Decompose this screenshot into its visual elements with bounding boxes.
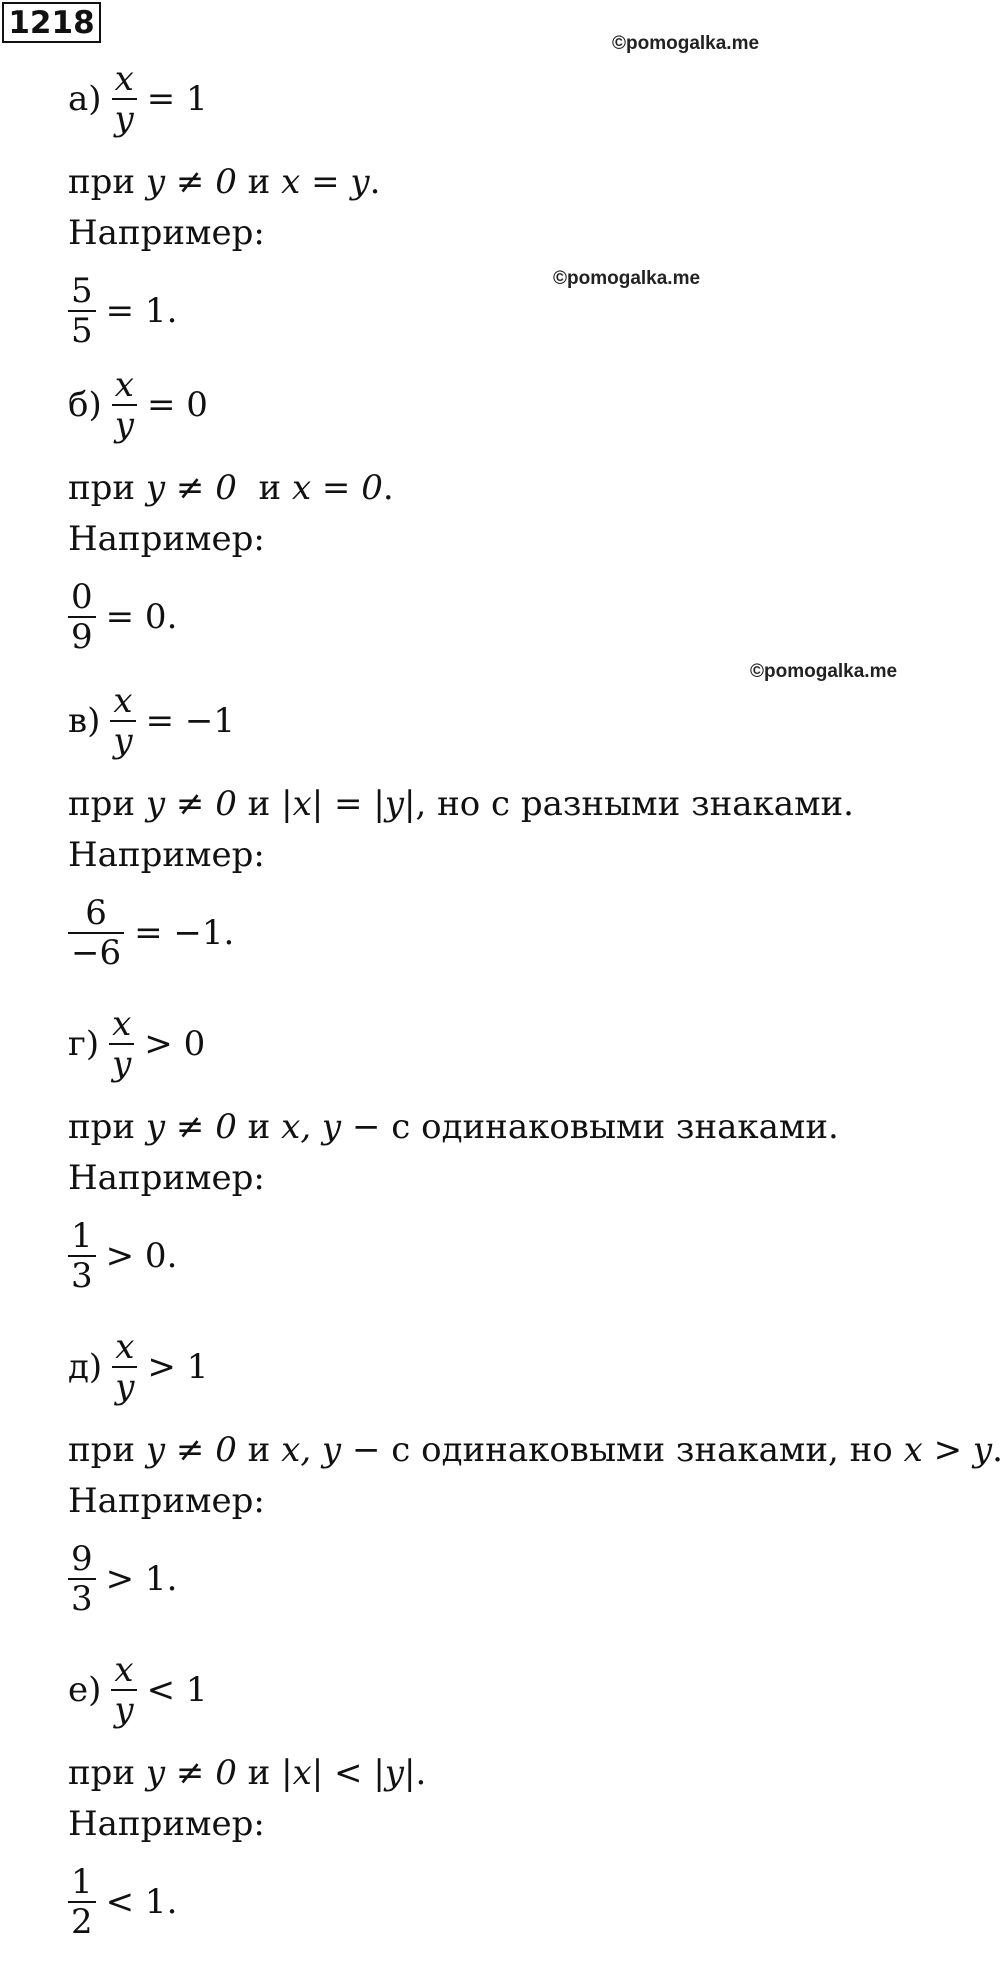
example-label: Например: xyxy=(68,1804,265,1844)
relation-rhs: > 1 xyxy=(147,1347,209,1387)
text: и xyxy=(236,1753,282,1793)
condition-text xyxy=(68,784,854,824)
watermark: ©pomogalka.me xyxy=(553,268,701,289)
denominator: 3 xyxy=(71,1256,93,1296)
fraction xyxy=(68,1863,96,1941)
text: при xyxy=(68,1753,146,1793)
condition-text xyxy=(68,1753,426,1793)
fraction xyxy=(112,1328,137,1406)
numerator: x xyxy=(115,1327,135,1367)
math: x > y xyxy=(903,1430,993,1470)
relation-rhs: < 1. xyxy=(105,1882,178,1922)
relation-rhs: < 1 xyxy=(146,1670,208,1710)
text: и xyxy=(236,468,292,508)
relation-rhs: > 1. xyxy=(105,1559,178,1599)
numerator: 1 xyxy=(71,1862,93,1902)
example-equation xyxy=(68,1540,177,1618)
numerator: 9 xyxy=(71,1539,93,1579)
part-label: д) xyxy=(68,1347,103,1387)
condition-equation xyxy=(68,60,208,138)
part-label: е) xyxy=(68,1670,102,1710)
condition-equation xyxy=(68,366,208,444)
example-equation xyxy=(68,1863,177,1941)
text: и xyxy=(236,1430,282,1470)
text: − с одинаковыми знаками. xyxy=(341,1107,839,1147)
fraction xyxy=(68,578,96,656)
condition-text xyxy=(68,1107,839,1147)
relation-rhs: = 0 xyxy=(146,385,208,425)
math: x, y xyxy=(281,1430,342,1470)
example-label: Например: xyxy=(68,213,265,253)
numerator: x xyxy=(114,1650,134,1690)
math: y ≠ 0 xyxy=(145,468,237,508)
text: . xyxy=(415,1753,427,1793)
part-label: в) xyxy=(68,701,101,741)
fraction xyxy=(68,894,124,972)
text: . xyxy=(382,468,394,508)
relation-rhs: > 0 xyxy=(144,1024,206,1064)
math: y ≠ 0 xyxy=(145,162,237,202)
condition-equation xyxy=(68,682,235,760)
problem-number: 1218 xyxy=(2,2,101,43)
relation-rhs: = −1 xyxy=(145,701,236,741)
example-label: Например: xyxy=(68,1158,265,1198)
text: при xyxy=(68,784,146,824)
math: x = 0 xyxy=(291,468,383,508)
numerator: x xyxy=(114,59,134,99)
example-equation xyxy=(68,894,234,972)
denominator: 3 xyxy=(71,1579,93,1619)
denominator: 2 xyxy=(71,1902,93,1942)
example-equation xyxy=(68,1217,177,1295)
example-equation xyxy=(68,578,177,656)
text: и xyxy=(236,162,282,202)
math: x = y xyxy=(281,162,370,202)
fraction xyxy=(112,60,137,138)
relation-rhs: = 0. xyxy=(105,597,178,637)
fraction xyxy=(109,1005,134,1083)
example-label: Например: xyxy=(68,519,265,559)
part-label: г) xyxy=(68,1024,100,1064)
watermark: ©pomogalka.me xyxy=(612,33,760,54)
text: . xyxy=(992,1430,1003,1470)
fraction xyxy=(68,1540,96,1618)
numerator: 5 xyxy=(71,271,93,311)
condition-text xyxy=(68,162,380,202)
denominator: −6 xyxy=(71,933,122,973)
denominator: 5 xyxy=(71,311,93,351)
part-label: а) xyxy=(68,79,102,119)
denominator: y xyxy=(113,721,133,761)
denominator: y xyxy=(114,99,134,139)
text: − с одинаковыми знаками, но xyxy=(341,1430,904,1470)
math: y ≠ 0 xyxy=(145,1753,237,1793)
fraction xyxy=(112,366,137,444)
denominator: y xyxy=(114,1690,134,1730)
condition-equation xyxy=(68,1651,208,1729)
math: y ≠ 0 xyxy=(145,1107,237,1147)
text: при xyxy=(68,162,146,202)
math: y ≠ 0 xyxy=(145,784,237,824)
condition-equation xyxy=(68,1328,208,1406)
numerator: x xyxy=(114,365,134,405)
text: при xyxy=(68,1107,146,1147)
condition-text xyxy=(68,468,394,508)
example-label: Например: xyxy=(68,835,265,875)
numerator: 6 xyxy=(85,893,107,933)
condition-equation xyxy=(68,1005,205,1083)
text: и xyxy=(236,1107,282,1147)
watermark: ©pomogalka.me xyxy=(750,661,898,682)
denominator: y xyxy=(114,405,134,445)
text: , но с разными знаками. xyxy=(415,784,854,824)
example-label: Например: xyxy=(68,1481,265,1521)
example-equation xyxy=(68,272,177,350)
text: и xyxy=(236,784,282,824)
math: y ≠ 0 xyxy=(145,1430,237,1470)
fraction xyxy=(68,272,96,350)
fraction xyxy=(110,682,135,760)
relation-rhs: = 1. xyxy=(105,291,178,331)
numerator: 1 xyxy=(71,1216,93,1256)
relation-rhs: > 0. xyxy=(105,1236,178,1276)
fraction xyxy=(68,1217,96,1295)
numerator: 0 xyxy=(71,577,93,617)
text: . xyxy=(369,162,381,202)
text: при xyxy=(68,468,146,508)
math: |x| = |y| xyxy=(281,784,416,824)
relation-rhs: = −1. xyxy=(134,913,235,953)
denominator: y xyxy=(115,1367,135,1407)
text: при xyxy=(68,1430,146,1470)
condition-text xyxy=(68,1430,1003,1470)
denominator: y xyxy=(112,1044,132,1084)
relation-rhs: = 1 xyxy=(146,79,208,119)
numerator: x xyxy=(113,681,133,721)
denominator: 9 xyxy=(71,617,93,657)
fraction xyxy=(111,1651,136,1729)
math: |x| < |y| xyxy=(281,1753,416,1793)
part-label: б) xyxy=(68,385,102,425)
math: x, y xyxy=(281,1107,342,1147)
numerator: x xyxy=(112,1004,132,1044)
